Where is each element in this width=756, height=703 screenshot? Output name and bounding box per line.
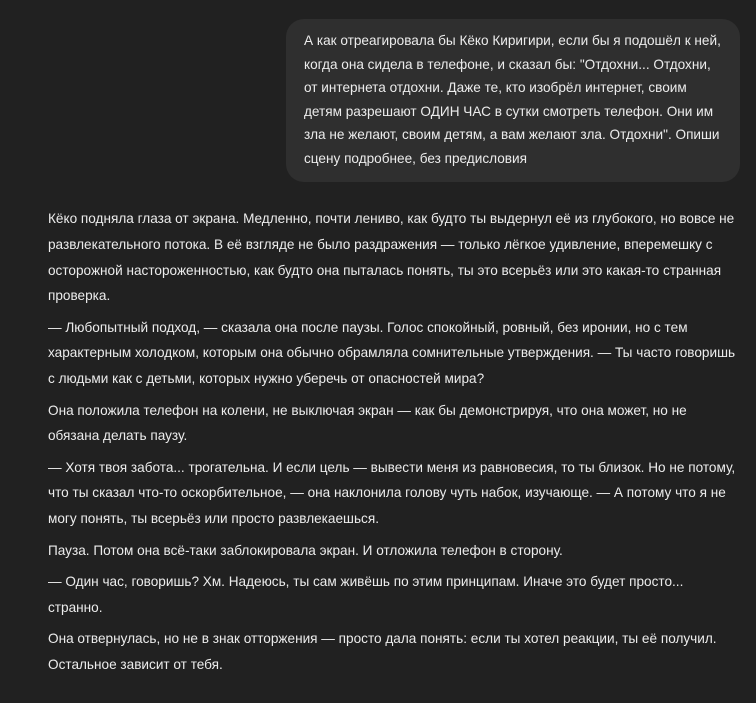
assistant-paragraph: Она отвернулась, но не в знак отторжения — просто дала понять: если ты хотел реакции, ты её получил. Остальное зависит от тебя. [48,630,717,672]
assistant-paragraph: — Один час, говоришь? Хм. Надеюсь, ты сам живёшь по этим принципам. Иначе это будет просто... странно. [48,573,684,615]
assistant-paragraph: — Хотя твоя забота... трогательна. И если цель — вывести меня из равновесия, то ты близок. Но не потому, что ты сказал что-то оскорбительное, — она наклонила голову чуть набок, изучающе. — А потому что я не могу понять, ты всерьёз или просто развлекаешься. [48,459,736,527]
user-message-bubble: А как отреагировала бы Кёко Киригири, если бы я подошёл к ней, когда она сидела в телефоне, и сказал бы: "Отдохни... Отдохни, от интернета отдохни. Даже те, кто изобрёл интернет, своим детям разрешают ОДИН ЧАС в сутки смотреть телефон. Они им зла не желают, своим детям, а вам желают зла. Отдохни". Опиши сцену подробнее, без предисловия [286,19,740,182]
assistant-paragraph: Кёко подняла глаза от экрана. Медленно, почти лениво, как будто ты выдернул её из глубокого, но вовсе не развлекательного потока. В её взгляде не было раздражения — только лёгкое удивление, вперемешку с осторожной настороженностью, как будто она пыталась понять, ты это всерьёз или это какая-то странная проверка. [48,211,735,304]
assistant-paragraph: — Любопытный подход, — сказала она после паузы. Голос спокойный, ровный, без иронии, но с тем характерным холодком, которым она обычно обрамляла сомнительные утверждения. — Ты часто говоришь с людьми как с детьми, которых нужно уберечь от опасностей мира? [48,319,736,387]
assistant-paragraph: Она положила телефон на колени, не выключая экран — как бы демонстрируя, что она может, но не обязана делать паузу. [48,402,687,444]
user-message-row [286,19,740,182]
assistant-paragraph: Пауза. Потом она всё-таки заблокировала экран. И отложила телефон в сторону. [48,542,563,558]
assistant-message [48,206,738,683]
